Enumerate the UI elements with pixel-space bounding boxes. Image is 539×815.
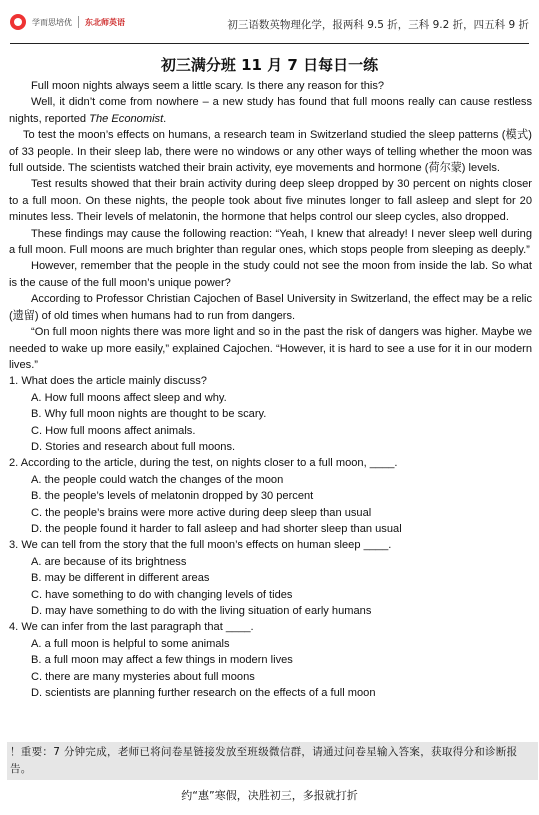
question-stem: 4. We can infer from the last paragraph that ____.	[9, 621, 254, 634]
question-stem: 2. According to the article, during the test, on nights closer to a full moon, ____.	[9, 457, 398, 470]
article-paragraph	[9, 94, 532, 127]
document-body	[9, 78, 532, 701]
brand-logo-text: 学而思培优	[32, 17, 72, 27]
answer-option: C. How full moons affect animals.	[31, 424, 196, 437]
question-block	[9, 619, 532, 701]
article-paragraph: Full moon nights always seem a little scary. Is there any reason for this?	[31, 80, 385, 92]
article-paragraph: To test the moon’s effects on humans, a research team in Switzerland studied the sleep patterns (模式) of 33 people. In their sleep lab, there were no windows or any other ways of telling whether the moon was full outside. The scientists watched their brain activity, eye movements and hormone (荷尔蒙) levels.	[9, 129, 532, 175]
page-title: 初三满分班 11 月 7 日每日一练	[160, 56, 379, 74]
page-footer: 约“惠”寒假，决胜初三，多报就打折	[181, 789, 358, 802]
brand-tag: 东北师英语	[85, 17, 125, 27]
answer-option: B. a full moon may affect a few things in modern lives	[31, 654, 293, 667]
article-paragraph: “On full moon nights there was more light and so in the past the risk of dangers was higher. Maybe we needed to wake up more easily,” explained Cajochen. “However, it is hard to see a use for it in our modern lives.”	[9, 326, 532, 371]
answer-option: B. the people’s levels of melatonin dropped by 30 percent	[31, 490, 314, 503]
answer-option: A. are because of its brightness	[31, 555, 187, 568]
answer-option: D. Stories and research about full moons.	[31, 440, 236, 453]
question-stem: 3. We can tell from the story that the full moon’s effects on human sleep ____.	[9, 539, 392, 552]
publication-name: The Economist	[89, 112, 164, 125]
promo-banner: 初三语数英物理化学，报两科 9.5 折，三科 9.2 折，四五科 9 折	[227, 19, 529, 31]
answer-option: D. may have something to do with the living situation of early humans	[31, 605, 372, 617]
brand-logo-icon	[10, 14, 26, 30]
question-block	[9, 455, 532, 537]
header-divider	[10, 43, 529, 44]
answer-option: C. there are many mysteries about full moons	[31, 670, 255, 683]
article-paragraph: According to Professor Christian Cajochen of Basel University in Switzerland, the effect may be a relic (遗留) of old times when humans had to run from dangers.	[9, 293, 532, 322]
important-notice: ！重要：7 分钟完成，老师已将问卷星链接发放至班级微信群，请通过问卷星输入答案，获取得分和诊断报告。	[7, 742, 538, 780]
article-paragraph: However, remember that the people in the study could not see the moon from inside the lab. So what is the cause of the full moon’s unique power?	[9, 260, 532, 289]
answer-option: C. have something to do with changing levels of tides	[31, 588, 293, 601]
page-header	[8, 12, 531, 40]
answer-option: A. the people could watch the changes of the moon	[31, 473, 284, 486]
question-block	[9, 373, 532, 455]
question-block	[9, 537, 532, 619]
question-stem: 1. What does the article mainly discuss?	[9, 375, 207, 388]
answer-option: C. the people’s brains were more active during deep sleep than usual	[31, 506, 372, 519]
answer-option: A. a full moon is helpful to some animals	[31, 637, 230, 650]
article-paragraph: These findings may cause the following reaction: “Yeah, I knew that already! I never sleep well during a full moon. Full moons are much brighter than regular ones, which stops people from sleeping as deeply.”	[9, 227, 532, 257]
logo-divider	[78, 16, 79, 28]
answer-option: D. scientists are planning further research on the effects of a full moon	[31, 687, 376, 700]
answer-option: B. may be different in different areas	[31, 572, 210, 585]
answer-option: D. the people found it harder to fall asleep and had shorter sleep than usual	[31, 522, 402, 535]
brand-logo	[10, 14, 125, 30]
answer-option: A. How full moons affect sleep and why.	[31, 391, 227, 404]
article-paragraph-text: Well, it didn’t come from nowhere – a new study has found that full moons really can cause restless nights, reported The Economist.	[9, 96, 532, 125]
answer-option: B. Why full moon nights are thought to be scary.	[31, 408, 267, 421]
article-paragraph: Test results showed that their brain activity during deep sleep dropped by 30 percent on nights closer to a full moon. On these nights, the people took about five minutes longer to fall asleep and slept for 20 minutes less. Their levels of melatonin, the hormone that helps control our sleep cycles, also dropped.	[9, 178, 532, 224]
